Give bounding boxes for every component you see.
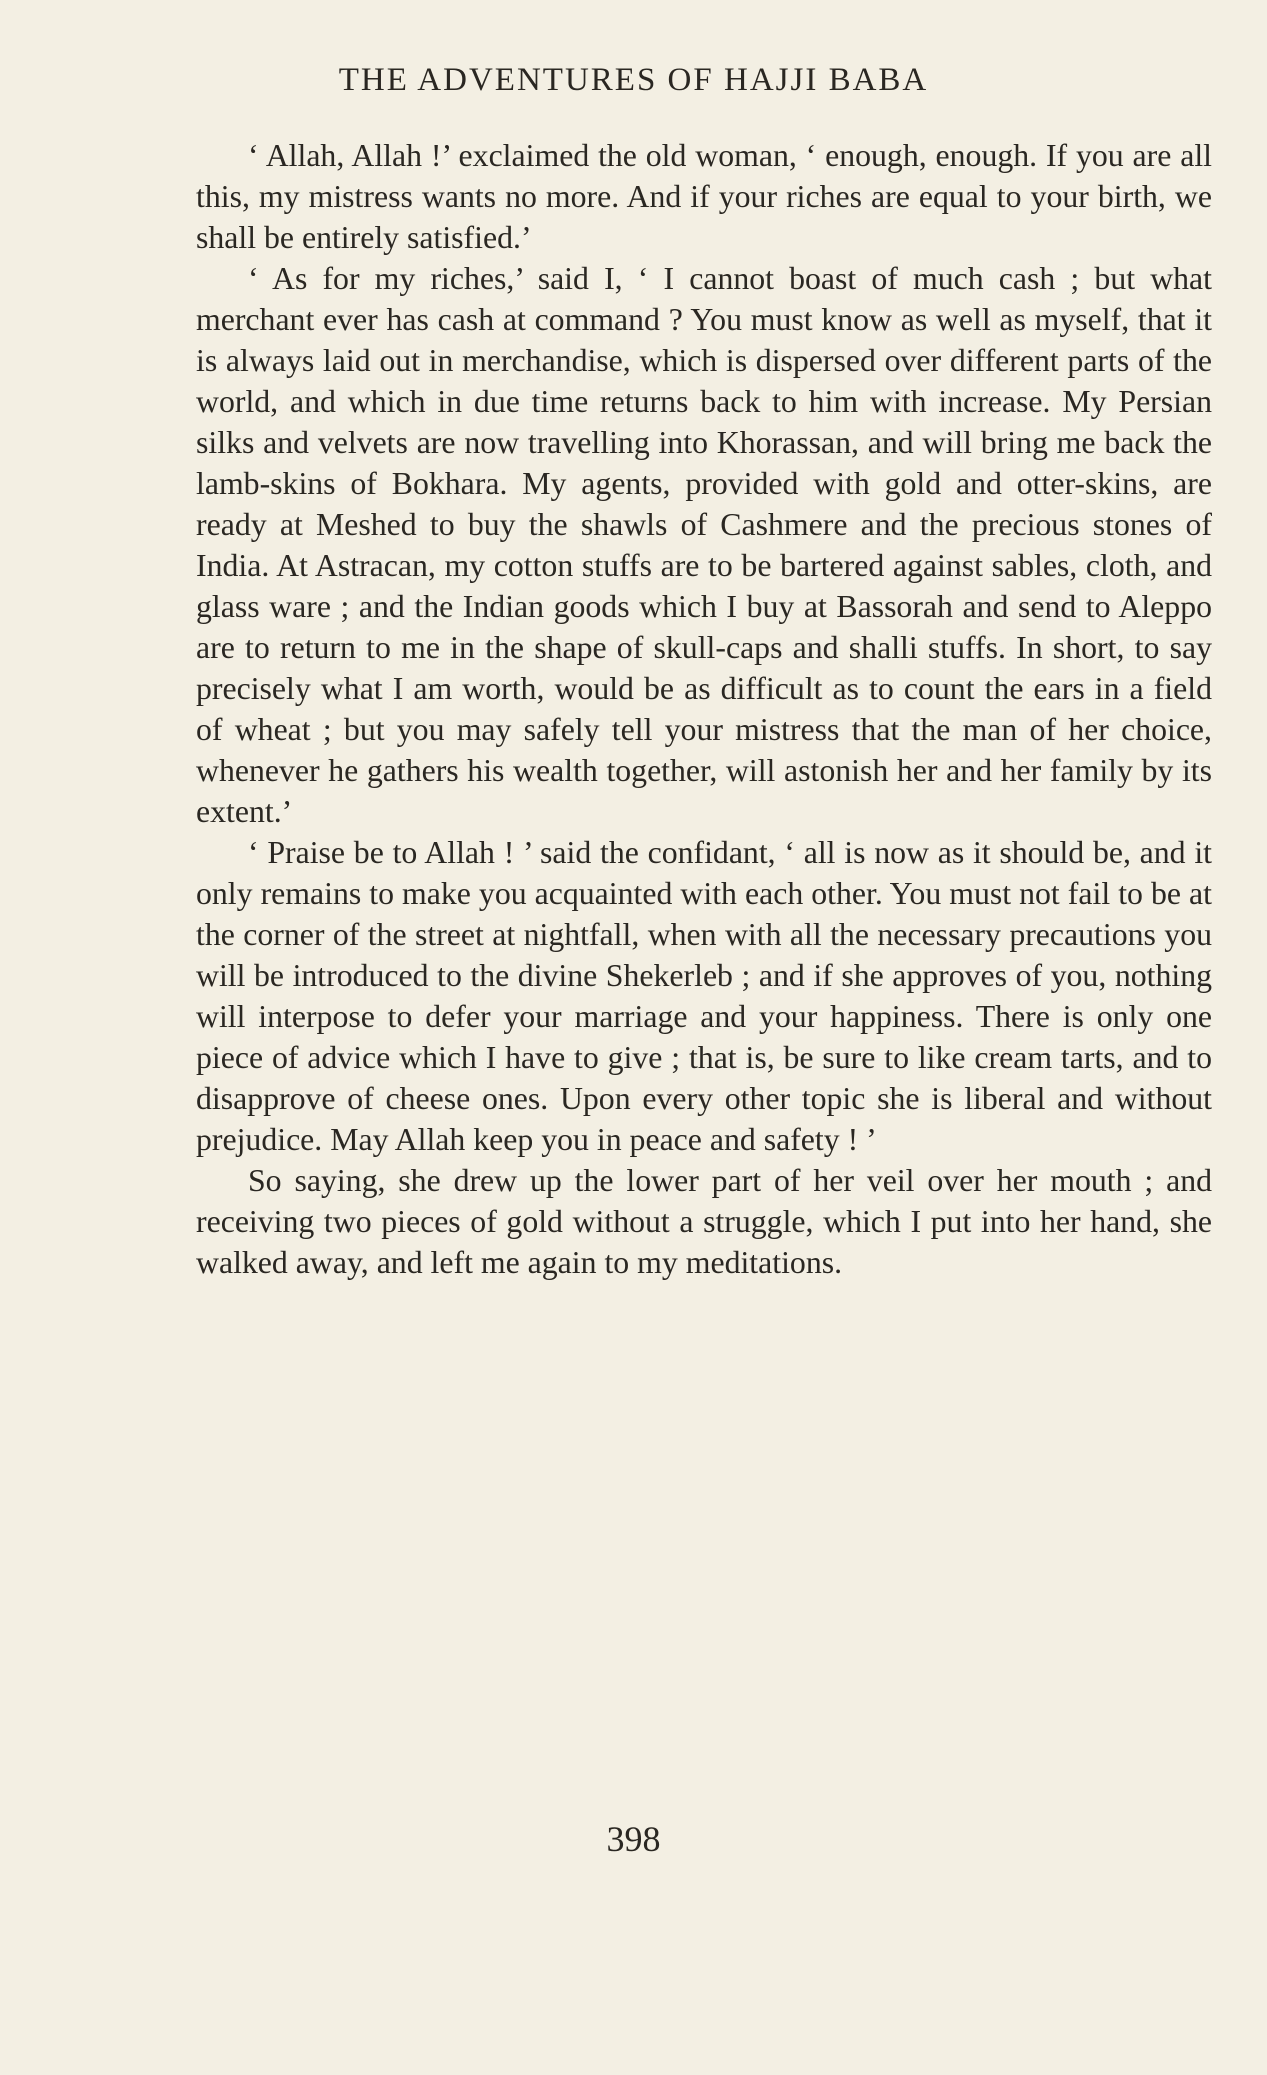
paragraph: ‘ As for my riches,’ said I, ‘ I cannot boast of much cash ; but what merchant ever has cash at command ? You must know as well as myself, that it is always laid out in merchandise, which is dispersed over different parts of the world, and which in due time returns back to him with increase. My Persian silks and velvets are now travelling into Khorassan, and will bring me back the lamb-skins of Bokhara. My agents, provided with gold and otter-skins, are ready at Meshed to buy the shawls of Cashmere and the precious stones of India. At Astracan, my cotton stuffs are to be bartered against sables, cloth, and glass ware ; and the Indian goods which I buy at Bassorah and send to Aleppo are to return to me in the shape of skull-caps and shalli stuffs. In short, to say precisely what I am worth, would be as difficult as to count the ears in a field of wheat ; but you may safely tell your mistress that the man of her choice, whenever he gathers his wealth together, will astonish her and her family by its extent.’ [196, 261, 1212, 829]
page-number: 398 [606, 1819, 661, 1859]
running-head: THE ADVENTURES OF HAJJI BABA [338, 62, 929, 98]
paragraph: So saying, she drew up the lower part of her veil over her mouth ; and receiving two pieces of gold without a struggle, which I put into her hand, she walked away, and left me again to my meditations. [196, 1163, 1212, 1280]
paragraph: ‘ Allah, Allah !’ exclaimed the old woman, ‘ enough, enough. If you are all this, my mistress wants no more. And if your riches are equal to your birth, we shall be entirely satisfied.’ [196, 138, 1212, 255]
paragraph: ‘ Praise be to Allah ! ’ said the confidant, ‘ all is now as it should be, and it only remains to make you acquainted with each other. You must not fail to be at the corner of the street at nightfall, when with all the necessary precautions you will be introduced to the divine Shekerleb ; and if she approves of you, nothing will interpose to defer your marriage and your happiness. There is only one piece of advice which I have to give ; that is, be sure to like cream tarts, and to disapprove of cheese ones. Upon every other topic she is liberal and without prejudice. May Allah keep you in peace and safety ! ’ [196, 835, 1212, 1157]
body-text [196, 135, 1212, 1283]
